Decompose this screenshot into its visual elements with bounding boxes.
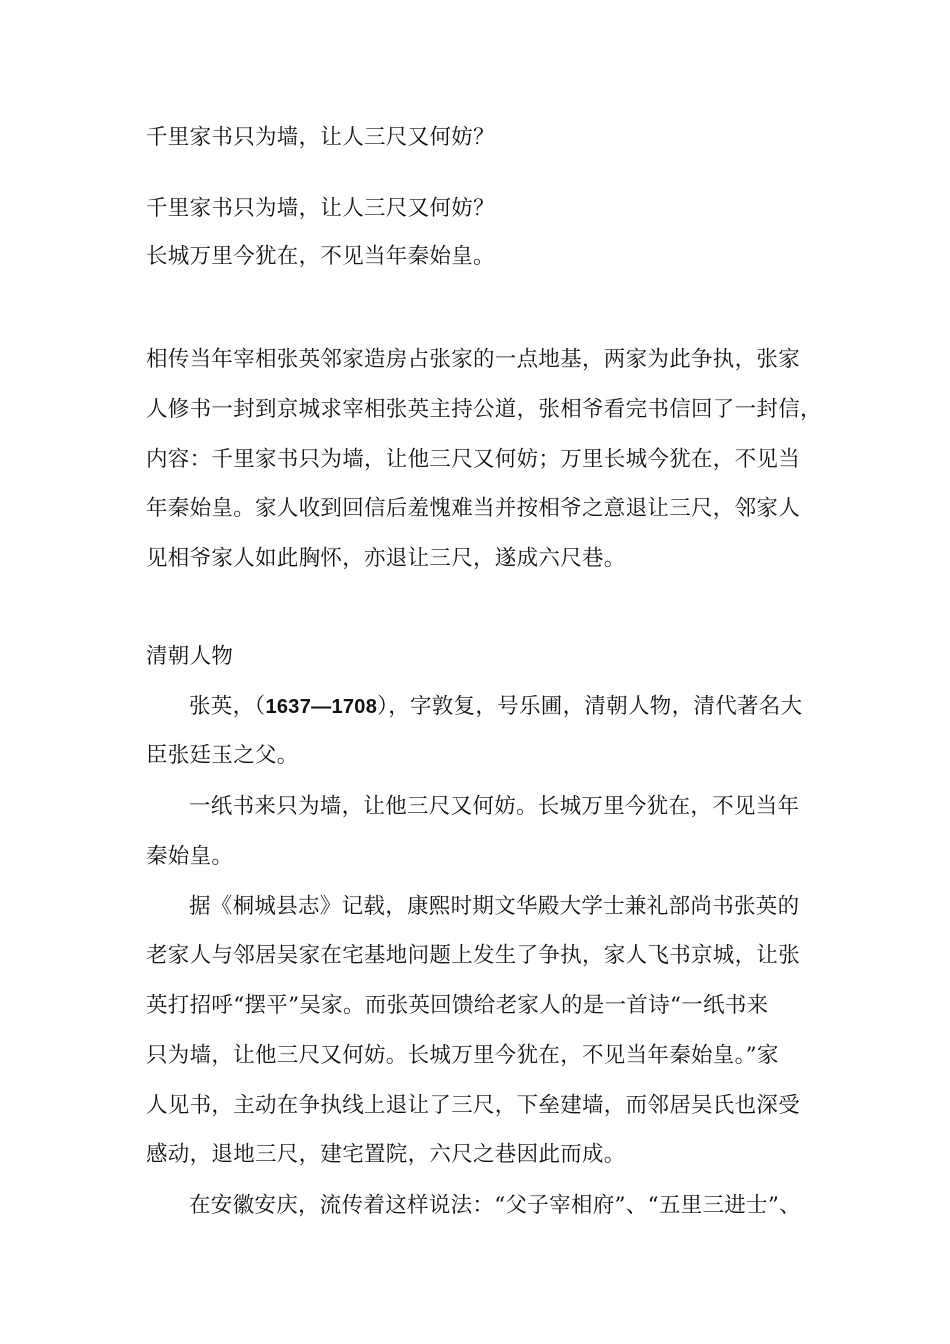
story-line-1: 相传当年宰相张英邻家造房占张家的一点地基，两家为此争执，张家 [146,347,801,372]
record-line-2: 老家人与邻居吴家在宅基地问题上发生了争执，家人飞书京城，让张 [146,943,801,968]
record-line-5: 人见书，主动在争执线上退让了三尺，下垒建墙，而邻居吴氏也深受 [146,1093,801,1118]
poem-line-1: 千里家书只为墙，让人三尺又何妨？ [146,196,495,221]
poem-para-line-2: 秦始皇。 [146,844,234,869]
bio-name: 张英，（ [189,694,266,719]
story-line-5: 见相爷家人如此胸怀，亦退让三尺，遂成六尺巷。 [146,546,626,571]
record-line-6: 感动，退地三尺，建宅置院，六尺之巷因此而成。 [146,1142,626,1167]
poem-line-2: 长城万里今犹在，不见当年秦始皇。 [146,244,495,269]
bio-line-2: 臣张廷玉之父。 [146,743,299,768]
bio-rest: ），字敦复，号乐圃，清朝人物，清代著名大 [377,694,803,719]
record-line-4: 只为墙，让他三尺又何妨。长城万里今犹在，不见当年秦始皇。”家 [146,1043,779,1068]
story-line-3: 内容：千里家书只为墙，让他三尺又何妨；万里长城今犹在，不见当 [146,447,801,472]
poem-para-line-1: 一纸书来只为墙，让他三尺又何妨。长城万里今犹在，不见当年 [189,794,800,819]
section-title: 清朝人物 [146,644,234,669]
record-line-1: 据《桐城县志》记载，康熙时期文华殿大学士兼礼部尚书张英的 [189,894,800,919]
heading: 千里家书只为墙，让人三尺又何妨？ [146,125,495,150]
last-paragraph-line: 在安徽安庆，流传着这样说法：“父子宰相府”、“五里三进士”、 [189,1193,801,1218]
story-line-4: 年秦始皇。家人收到回信后羞愧难当并按相爷之意退让三尺，邻家人 [146,496,801,521]
bio-years: 1637—1708 [265,696,378,718]
story-line-2: 人修书一封到京城求宰相张英主持公道，张相爷看完书信回了一封信， [146,397,822,422]
record-line-3: 英打招呼“摆平”吴家。而张英回馈给老家人的是一首诗“一纸书来 [146,993,769,1018]
bio-line-1 [189,693,802,721]
